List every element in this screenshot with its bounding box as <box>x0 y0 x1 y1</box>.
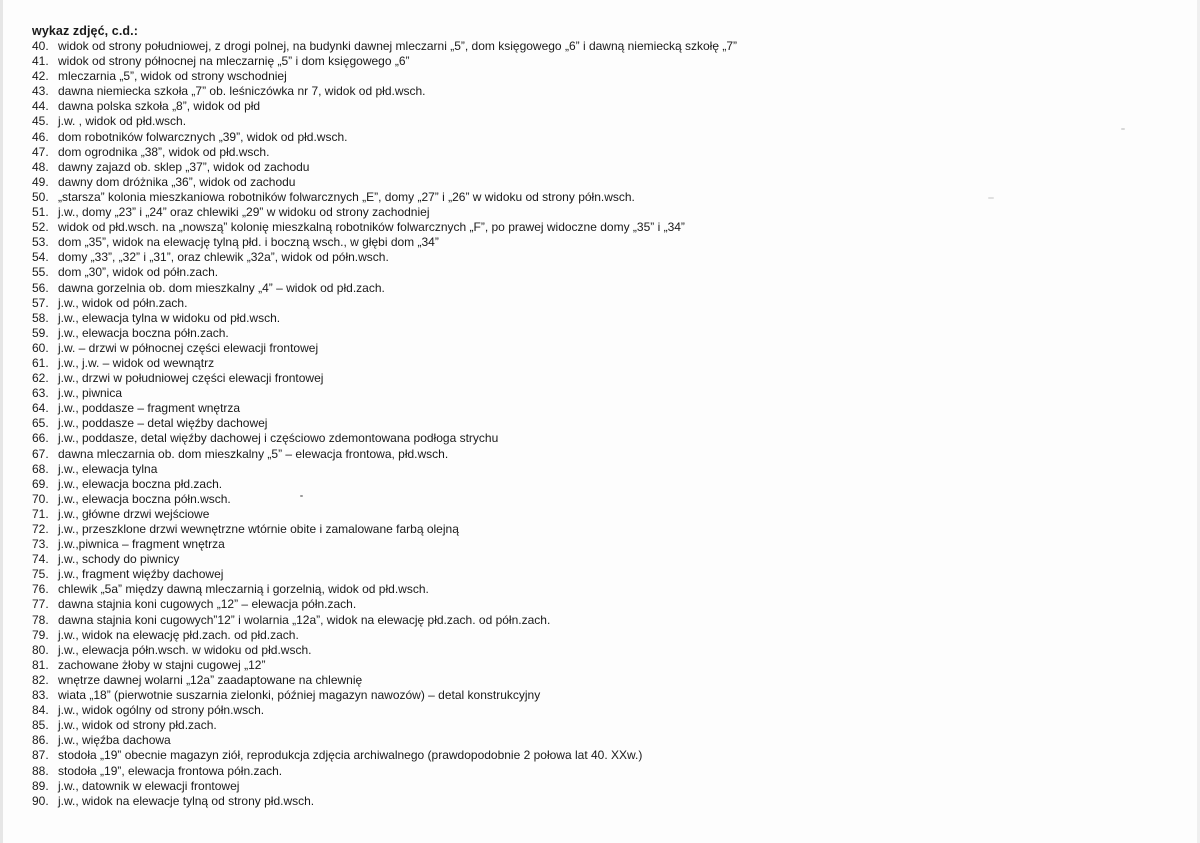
item-description: domy „33”, „32” i „31”, oraz chlewik „32a”, widok od półn.wsch. <box>58 250 389 265</box>
list-item <box>32 175 737 190</box>
list-item <box>32 114 737 129</box>
item-description: widok od płd.wsch. na „nowszą” kolonię mieszkalną robotników folwarcznych „F”, po prawej widoczne domy „35” i „34” <box>58 220 685 235</box>
item-description: j.w., elewacja tylna w widoku od płd.wsch. <box>58 310 281 325</box>
list-item <box>32 507 737 522</box>
item-number: 50. <box>32 189 49 204</box>
list-item <box>32 628 737 643</box>
item-description: dawny zajazd ob. sklep „37”, widok od zachodu <box>58 159 310 174</box>
item-description: dom „30”, widok od półn.zach. <box>58 265 219 280</box>
list-item <box>32 794 737 809</box>
item-number: 46. <box>32 129 49 144</box>
list-item <box>32 356 737 371</box>
item-number: 68. <box>32 461 49 476</box>
item-number: 84. <box>32 703 49 718</box>
item-description: j.w., poddasze – fragment wnętrza <box>58 401 241 416</box>
item-description: zachowane żłoby w stajni cugowej „12” <box>58 657 266 672</box>
item-number: 74. <box>32 552 49 567</box>
item-description: j.w., j.w. – widok od wewnątrz <box>58 355 215 370</box>
item-description: j.w., poddasze, detal więźby dachowej i częściowo zdemontowana podłoga strychu <box>58 431 499 446</box>
item-description: „starsza” kolonia mieszkaniowa robotników folwarcznych „E”, domy „27” i „26” w widoku od strony półn.wsch. <box>58 189 635 204</box>
item-description: stodoła „19” obecnie magazyn ziół, reprodukcja zdjęcia archiwalnego (prawdopodobnie 2 połowa lat 40. XXw.) <box>58 748 643 763</box>
item-number: 44. <box>32 99 49 114</box>
list-item <box>32 160 737 175</box>
item-description: j.w., elewacja półn.wsch. w widoku od płd.wsch. <box>58 642 312 657</box>
list-item <box>32 69 737 84</box>
scan-speck <box>988 197 994 199</box>
item-description: j.w., datownik w elewacji frontowej <box>58 778 240 793</box>
list-item <box>32 477 737 492</box>
item-number: 60. <box>32 340 49 355</box>
item-description: j.w., elewacja tylna <box>58 461 158 476</box>
list-item <box>32 84 737 99</box>
item-description: j.w., przeszklone drzwi wewnętrzne wtórnie obite i zamalowane farbą olejną <box>58 522 459 536</box>
item-description: dawna mleczarnia ob. dom mieszkalny „5” – elewacja frontowa, płd.wsch. <box>58 446 449 461</box>
list-item <box>32 235 737 250</box>
list-item <box>32 779 737 794</box>
item-description: j.w., widok na elewację płd.zach. od płd.zach. <box>58 627 299 642</box>
item-description: dom ogrodnika „38”, widok od płd.wsch. <box>58 144 270 159</box>
item-number: 77. <box>32 597 49 612</box>
list-item <box>32 431 737 446</box>
item-number: 83. <box>32 688 49 703</box>
list-item <box>32 39 737 54</box>
item-description: widok od strony północnej na mleczarnię „5” i dom księgowego „6” <box>58 54 410 69</box>
list-item <box>32 371 737 386</box>
item-description: dawny dom dróżnika „36”, widok od zachodu <box>58 174 296 189</box>
list-item <box>32 764 737 779</box>
list-item <box>32 567 737 582</box>
item-description: j.w., elewacja boczna półn.zach. <box>58 325 229 340</box>
item-number: 73. <box>32 537 49 552</box>
item-number: 48. <box>32 159 49 174</box>
list-item <box>32 401 737 416</box>
list-item <box>32 613 737 628</box>
item-number: 61. <box>32 355 49 370</box>
item-number: 42. <box>32 69 49 84</box>
item-number: 75. <box>32 567 49 582</box>
list-item <box>32 688 737 703</box>
item-description: dawna polska szkoła „8”, widok od płd <box>58 99 261 114</box>
list-item <box>32 99 737 114</box>
item-number: 49. <box>32 174 49 189</box>
item-description: wiata „18” (pierwotnie suszarnia zielonki, później magazyn nawozów) – detal konstrukcyjny <box>58 688 541 703</box>
list-item <box>32 54 737 69</box>
list-item <box>32 265 737 280</box>
item-number: 78. <box>32 612 49 627</box>
item-description: j.w., główne drzwi wejściowe <box>58 506 210 521</box>
list-item <box>32 220 737 235</box>
item-description: j.w., drzwi w południowej części elewacji frontowej <box>58 371 324 386</box>
item-description: j.w., elewacja boczna półn.wsch. <box>58 491 231 506</box>
item-number: 51. <box>32 205 49 220</box>
item-description: j.w., fragment więźby dachowej <box>58 567 224 582</box>
item-description: stodoła „19”, elewacja frontowa półn.zach. <box>58 763 283 778</box>
list-item <box>32 703 737 718</box>
item-description: dawna stajnia koni cugowych „12” – elewacja półn.zach. <box>58 597 357 612</box>
item-description: j.w., więźba dachowa <box>58 733 171 748</box>
item-number: 53. <box>32 235 49 250</box>
list-item <box>32 552 737 567</box>
item-description: j.w., elewacja boczna płd.zach. <box>58 476 223 491</box>
item-number: 63. <box>32 386 49 401</box>
item-description: j.w.,piwnica – fragment wnętrza <box>58 537 225 552</box>
item-description: dawna niemiecka szkoła „7” ob. leśniczówka nr 7, widok od płd.wsch. <box>58 84 426 99</box>
item-number: 79. <box>32 627 49 642</box>
item-number: 80. <box>32 642 49 657</box>
item-description: j.w. – drzwi w północnej części elewacji frontowej <box>58 340 319 355</box>
item-description: mleczarnia „5”, widok od strony wschodniej <box>58 69 287 84</box>
item-number: 43. <box>32 84 49 99</box>
item-description: j.w., domy „23” i „24” oraz chlewiki „29” w widoku od strony zachodniej <box>58 205 430 220</box>
list-item <box>32 658 737 673</box>
list-item <box>32 643 737 658</box>
item-number: 85. <box>32 718 49 733</box>
item-description: widok od strony południowej, z drogi polnej, na budynki dawnej mleczarni „5”, dom księgowego „6” i dawną niemiecką szkołę „7” <box>58 39 738 53</box>
list-item <box>32 205 737 220</box>
item-number: 47. <box>32 144 49 159</box>
item-number: 57. <box>32 295 49 310</box>
item-number: 67. <box>32 446 49 461</box>
item-number: 76. <box>32 582 49 597</box>
item-number: 54. <box>32 250 49 265</box>
item-number: 81. <box>32 657 49 672</box>
item-number: 41. <box>32 54 49 69</box>
item-number: 55. <box>32 265 49 280</box>
list-item <box>32 447 737 462</box>
item-number: 65. <box>32 416 49 431</box>
item-number: 71. <box>32 506 49 521</box>
list-item <box>32 582 737 597</box>
item-number: 64. <box>32 401 49 416</box>
item-description: chlewik „5a” między dawną mleczarnią i gorzelnią, widok od płd.wsch. <box>58 582 429 597</box>
scan-speck <box>1121 128 1125 130</box>
list-item <box>32 597 737 612</box>
item-description: j.w., widok ogólny od strony półn.wsch. <box>58 703 265 718</box>
item-number: 56. <box>32 280 49 295</box>
item-number: 89. <box>32 778 49 793</box>
item-description: wnętrze dawnej wolarni „12a” zaadaptowane na chlewnię <box>58 672 363 687</box>
item-description: j.w., widok na elewacje tylną od strony płd.wsch. <box>58 793 315 808</box>
list-item <box>32 386 737 401</box>
item-description: dom robotników folwarcznych „39”, widok od płd.wsch. <box>58 129 348 144</box>
list-item <box>32 492 737 507</box>
list-item <box>32 250 737 265</box>
list-item <box>32 748 737 763</box>
list-item <box>32 326 737 341</box>
list-item <box>32 145 737 160</box>
item-number: 58. <box>32 310 49 325</box>
list-item <box>32 733 737 748</box>
item-description: j.w., piwnica <box>58 386 123 401</box>
item-number: 59. <box>32 325 49 340</box>
list-item <box>32 190 737 205</box>
list-item <box>32 673 737 688</box>
list-item <box>32 462 737 477</box>
list-item <box>32 281 737 296</box>
item-number: 87. <box>32 748 49 763</box>
item-number: 62. <box>32 371 49 386</box>
item-number: 40. <box>32 39 49 53</box>
item-description: j.w., poddasze – detal więźby dachowej <box>58 416 268 431</box>
item-description: j.w. , widok od płd.wsch. <box>58 114 187 129</box>
list-item <box>32 311 737 326</box>
item-description: j.w., schody do piwnicy <box>58 552 180 567</box>
item-description: j.w., widok od półn.zach. <box>58 295 188 310</box>
list-item <box>32 341 737 356</box>
item-number: 72. <box>32 522 49 536</box>
item-description: j.w., widok od strony płd.zach. <box>58 718 217 733</box>
scan-speck <box>300 495 303 497</box>
item-number: 86. <box>32 733 49 748</box>
item-number: 70. <box>32 491 49 506</box>
list-item <box>32 537 737 552</box>
item-number: 88. <box>32 763 49 778</box>
item-number: 82. <box>32 672 49 687</box>
item-number: 90. <box>32 793 49 808</box>
item-description: dawna gorzelnia ob. dom mieszkalny „4” – widok od płd.zach. <box>58 280 385 295</box>
item-number: 45. <box>32 114 49 129</box>
list-item <box>32 522 737 537</box>
list-item <box>32 130 737 145</box>
item-number: 66. <box>32 431 49 446</box>
photo-list <box>32 39 737 809</box>
item-number: 52. <box>32 220 49 235</box>
item-description: dom „35”, widok na elewację tylną płd. i boczną wsch., w głębi dom „34” <box>58 235 439 250</box>
list-heading: wykaz zdjęć, c.d.: <box>32 24 139 38</box>
list-item <box>32 718 737 733</box>
item-description: dawna stajnia koni cugowych”12” i wolarnia „12a”, widok na elewację płd.zach. od półn.zach. <box>58 612 551 627</box>
list-item <box>32 296 737 311</box>
item-number: 69. <box>32 476 49 491</box>
list-item <box>32 416 737 431</box>
